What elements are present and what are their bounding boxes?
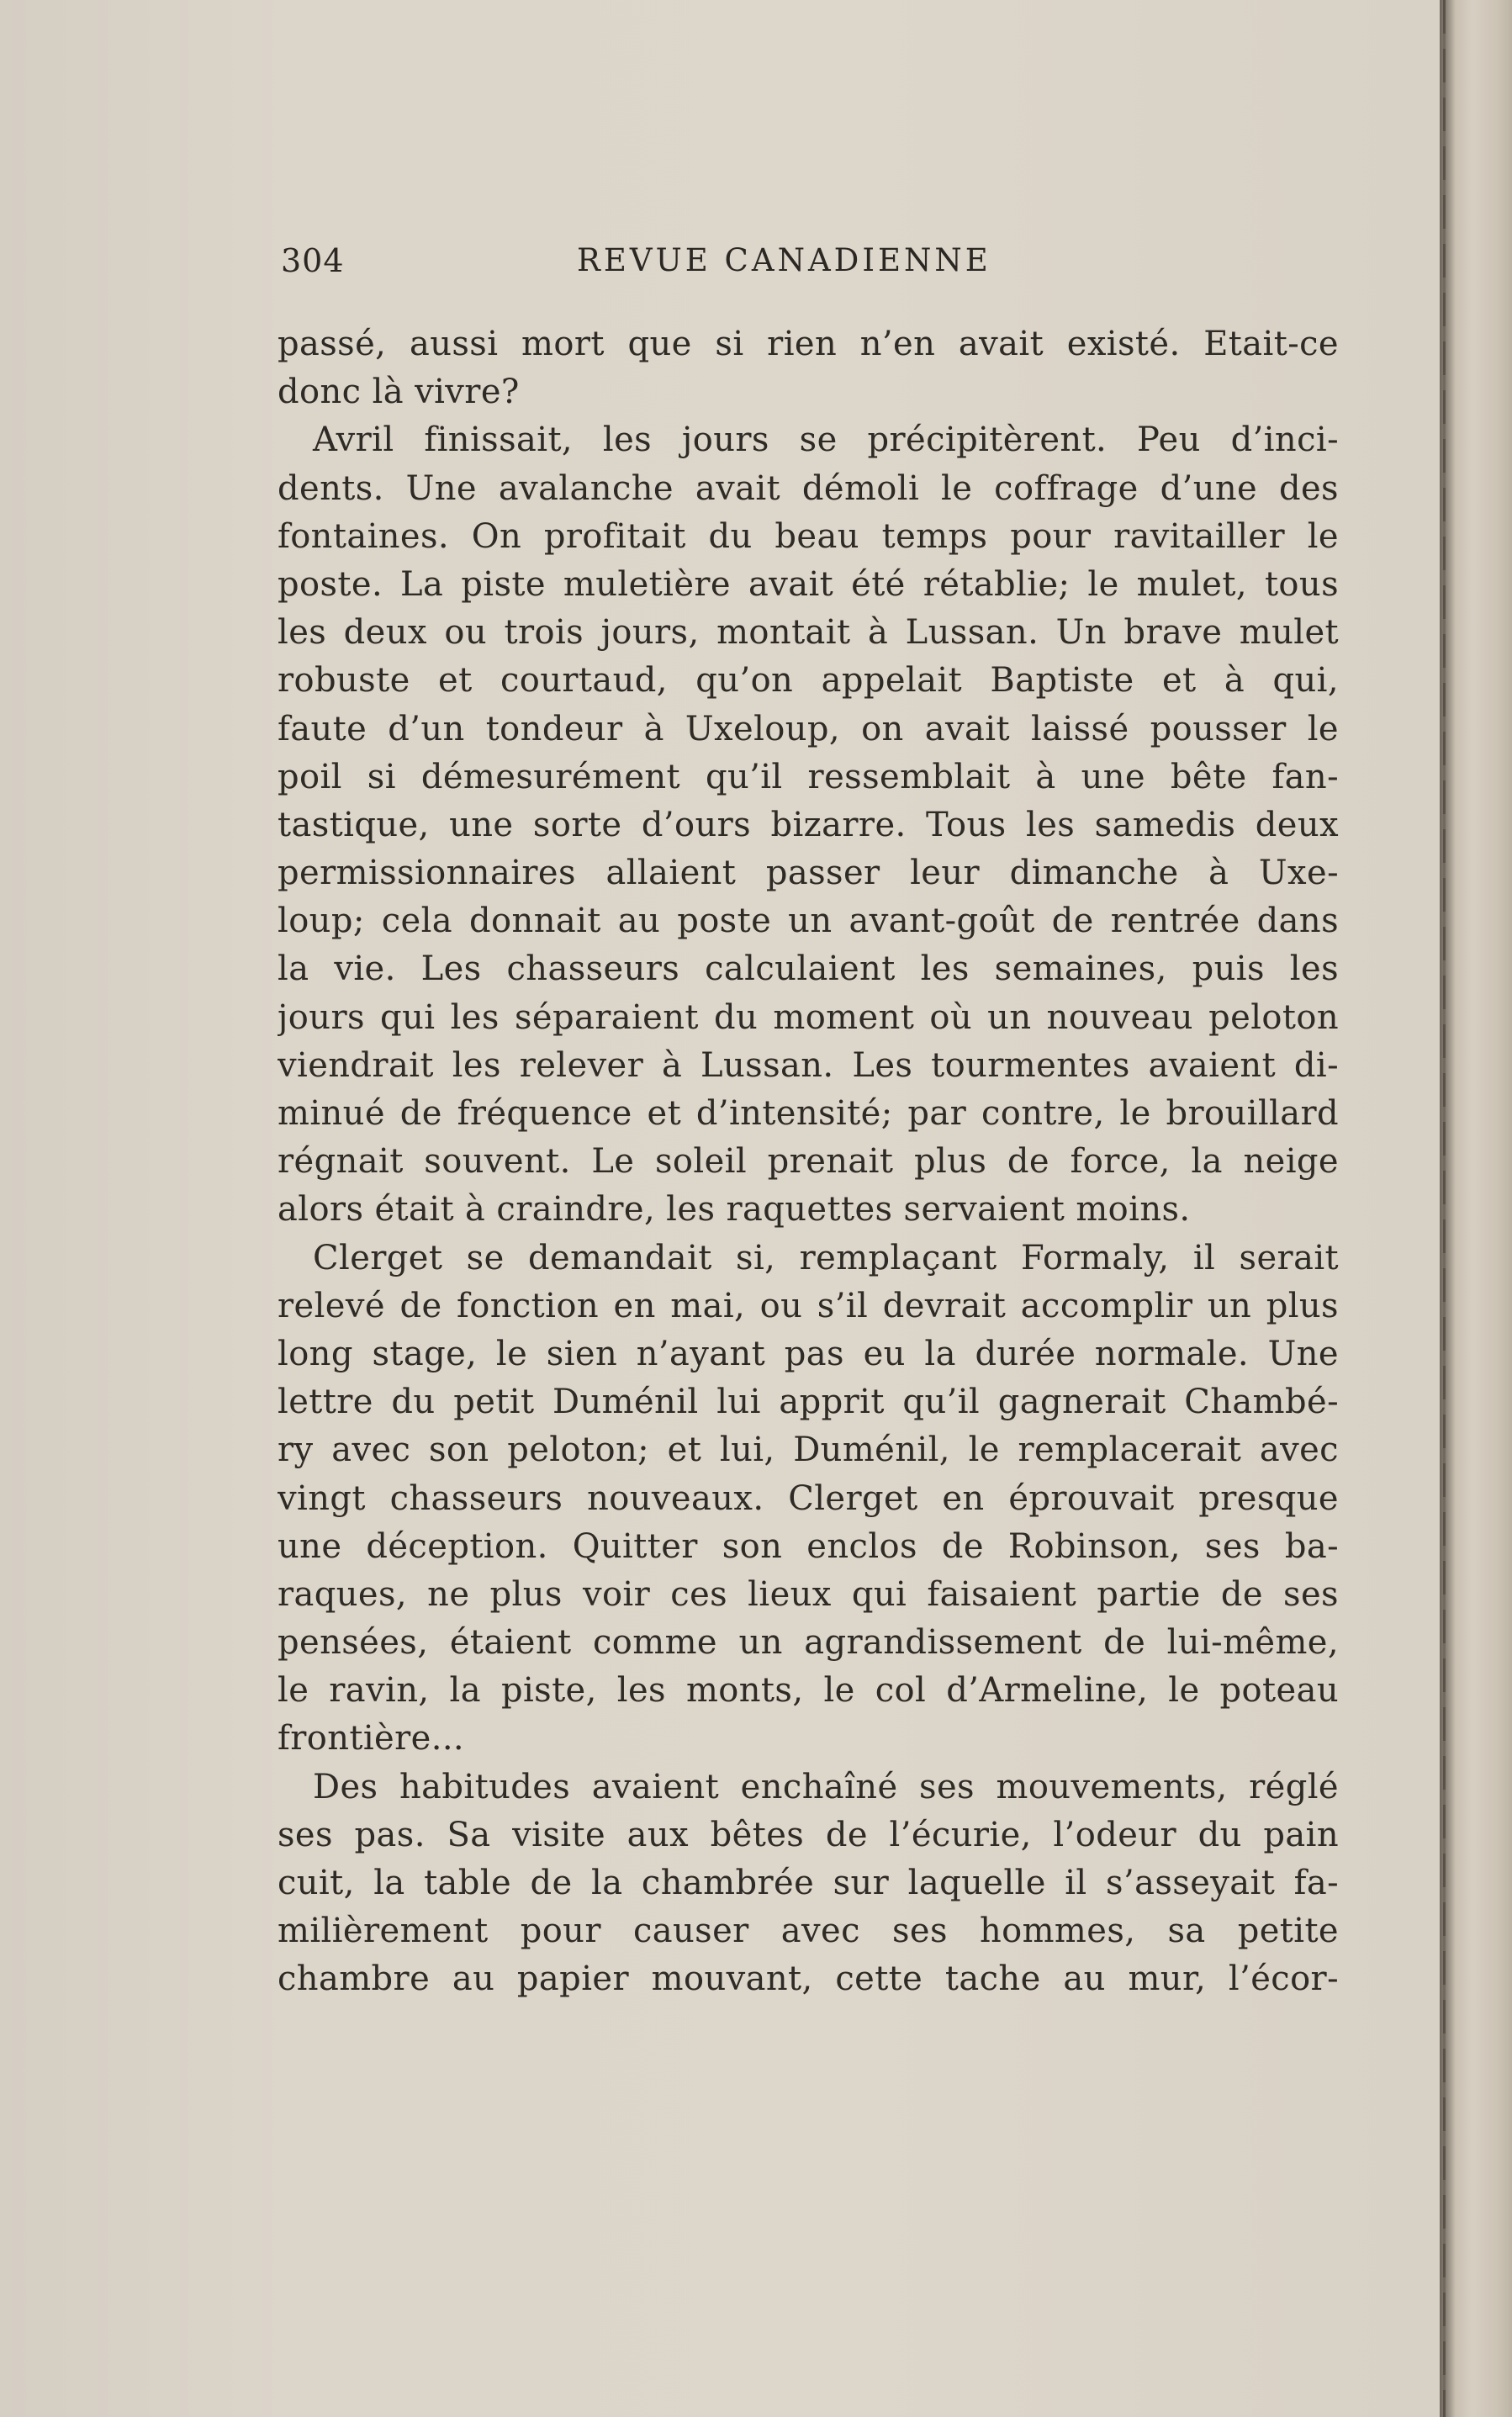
text-line: les deux ou trois jours, montait à Lussan. Un brave mulet (278, 613, 1339, 653)
text-line: frontière... (278, 1719, 465, 1759)
page-edge (1440, 0, 1512, 2417)
text-line: raques, ne plus voir ces lieux qui faisaient partie de ses (278, 1574, 1339, 1614)
text-line: régnait souvent. Le soleil prenait plus de force, la neige (278, 1142, 1339, 1182)
text-line: chambre au papier mouvant, cette tache au mur, l’écor- (278, 1960, 1339, 1999)
text-line: pensées, étaient comme un agrandissement de lui-même, (278, 1623, 1339, 1663)
text-line: tastique, une sorte d’ours bizarre. Tous les samedis deux (278, 805, 1339, 844)
text-line: poste. La piste muletière avait été rétablie; le mulet, tous (278, 564, 1339, 604)
text-line: donc là vivre? (278, 373, 520, 412)
text-line: lettre du petit Duménil lui apprit qu’il gagnerait Chambé- (278, 1383, 1339, 1422)
text-line: la vie. Les chasseurs calculaient les semaines, puis les (278, 949, 1339, 989)
text-line: minué de fréquence et d’intensité; par contre, le brouillard (278, 1094, 1339, 1133)
text-line: faute d’un tondeur à Uxeloup, on avait laissé pousser le (278, 709, 1339, 748)
text-line: long stage, le sien n’ayant pas eu la durée normale. Une (278, 1334, 1339, 1373)
text-line: robuste et courtaud, qu’on appelait Baptiste et à qui, (278, 661, 1339, 701)
page-header (281, 242, 1043, 284)
text-line: vingt chasseurs nouveaux. Clerget en éprouvait presque (278, 1478, 1339, 1518)
text-line: ses pas. Sa visite aux bêtes de l’écurie, l’odeur du pain (278, 1815, 1339, 1854)
text-line: alors était à craindre, les raquettes servaient moins. (278, 1190, 1191, 1230)
page-number: 304 (281, 242, 345, 279)
text-line: une déception. Quitter son enclos de Robinson, ses ba- (278, 1526, 1339, 1566)
body-text (278, 320, 1339, 2004)
text-line: passé, aussi mort que si rien n’en avait existé. Etait-ce (278, 325, 1339, 363)
text-line: relevé de fonction en mai, ou s’il devrait accomplir un plus (278, 1286, 1339, 1325)
text-line: fontaines. On profitait du beau temps pour ravitailler le (278, 516, 1339, 556)
text-line: Des habitudes avaient enchaîné ses mouvements, réglé (313, 1767, 1339, 1806)
text-line: poil si démesurément qu’il ressemblait à une bête fan- (278, 757, 1339, 796)
text-line: le ravin, la piste, les monts, le col d’Armeline, le poteau (278, 1671, 1339, 1711)
text-line: dents. Une avalanche avait démoli le coffrage d’une des (278, 468, 1339, 508)
text-line: Avril finissait, les jours se précipitèrent. Peu d’inci- (313, 420, 1339, 460)
text-line: ry avec son peloton; et lui, Duménil, le remplacerait avec (278, 1431, 1339, 1470)
text-line: milièrement pour causer avec ses hommes, sa petite (278, 1912, 1339, 1951)
text-line: cuit, la table de la chambrée sur laquelle il s’asseyait fa- (278, 1864, 1339, 1902)
text-line: Clerget se demandait si, remplaçant Formaly, il serait (313, 1238, 1339, 1277)
running-title: REVUE CANADIENNE (577, 242, 991, 278)
text-line: permissionnaires allaient passer leur dimanche à Uxe- (278, 854, 1339, 893)
text-line: loup; cela donnait au poste un avant-goût de rentrée dans (278, 902, 1339, 941)
text-line: jours qui les séparaient du moment où un nouveau peloton (278, 997, 1339, 1037)
text-line: viendrait les relever à Lussan. Les tourmentes avaient di- (278, 1045, 1339, 1085)
